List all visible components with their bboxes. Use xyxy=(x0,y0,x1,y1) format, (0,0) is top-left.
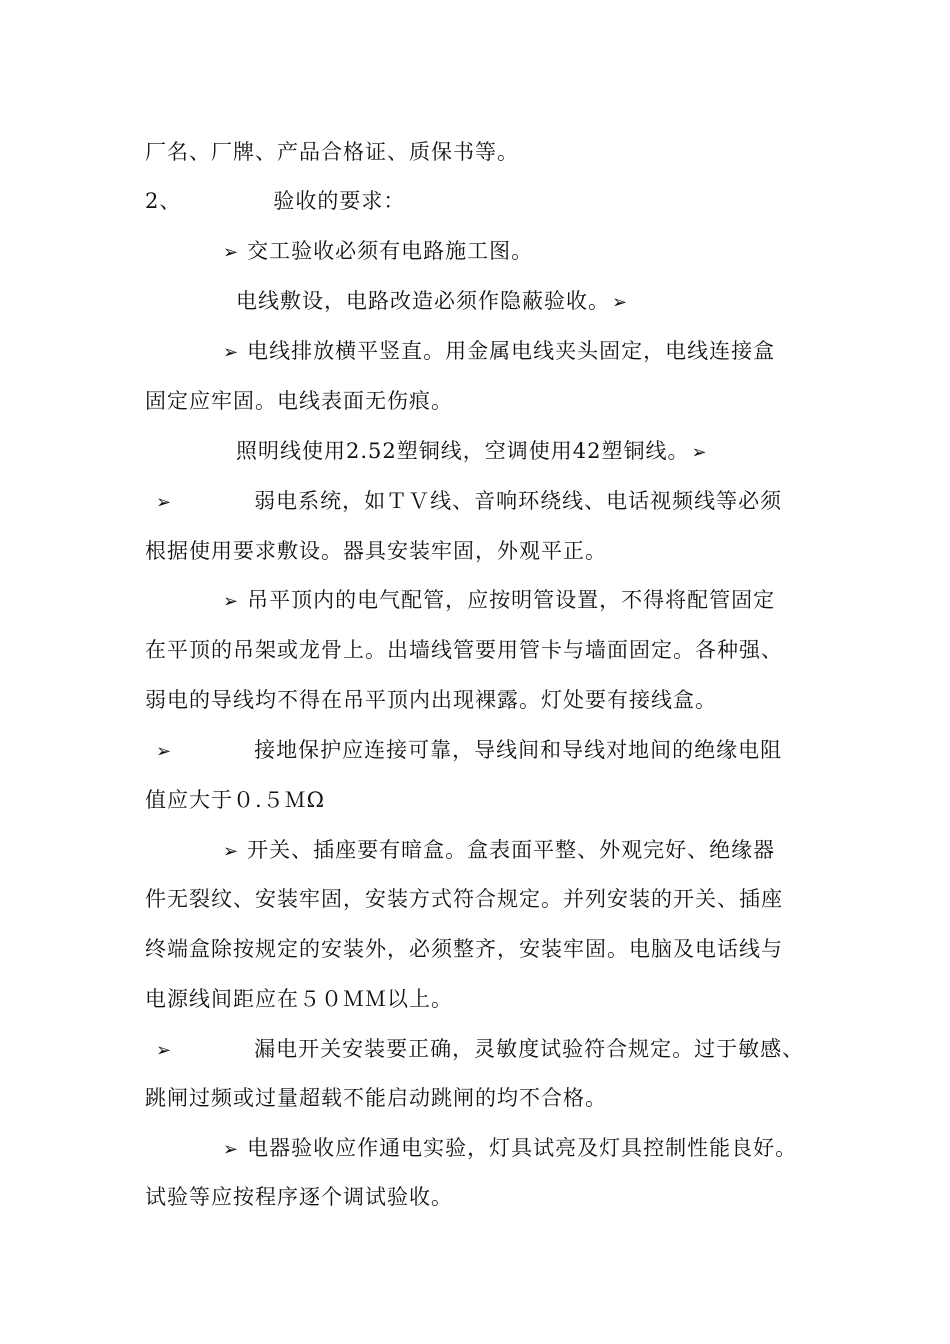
line-text: 漏电开关安装要正确，灵敏度试验符合规定。过于敏感、 xyxy=(254,1037,805,1061)
paragraph-line xyxy=(145,934,783,964)
line-text: 电线敷设，电路改造必须作隐蔽验收。 xyxy=(236,289,610,313)
line-text: 电线排放横平竖直。用金属电线夹头固定，电线连接盒 xyxy=(247,339,776,363)
arrow-bullet-icon: ➢ xyxy=(156,741,173,762)
line-text: 交工验收必须有电路施工图。 xyxy=(247,239,534,263)
bullet-item xyxy=(156,1034,804,1066)
paragraph-line xyxy=(145,386,453,416)
line-text: 照明线使用2.52塑铜线，空调使用42塑铜线。 xyxy=(236,439,690,463)
paragraph-line xyxy=(145,1083,607,1113)
paragraph-line xyxy=(145,137,519,167)
arrow-bullet-icon: ➢ xyxy=(156,492,173,513)
line-text: 根据使用要求敷设。器具安装牢固，外观平正。 xyxy=(145,539,607,563)
line-text: 跳闸过频或过量超载不能启动跳闸的均不合格。 xyxy=(145,1086,607,1110)
arrow-bullet-icon: ➢ xyxy=(223,1139,240,1160)
bullet-item xyxy=(223,585,775,617)
line-text: 开关、插座要有暗盒。盒表面平整、外观完好、绝缘器 xyxy=(247,838,776,862)
bullet-item xyxy=(236,286,628,318)
line-text: 终端盒除按规定的安装外，必须整齐，安装牢固。电脑及电话线与 xyxy=(145,937,783,961)
line-text: 件无裂纹、安装牢固，安装方式符合规定。并列安装的开关、插座 xyxy=(145,887,783,911)
bullet-item xyxy=(156,735,782,767)
bullet-item xyxy=(223,835,775,867)
line-text: 接地保护应连接可靠，导线间和导线对地间的绝缘电阻 xyxy=(254,738,783,762)
paragraph-line xyxy=(145,884,783,914)
bullet-item xyxy=(236,436,708,468)
bullet-item xyxy=(223,336,775,368)
arrow-bullet-icon: ➢ xyxy=(612,292,629,313)
line-text: 值应大于０.５ＭΩ xyxy=(145,788,326,812)
paragraph-line xyxy=(145,1182,453,1212)
line-text: 电器验收应作通电实验，灯具试亮及灯具控制性能良好。 xyxy=(247,1136,798,1160)
paragraph-line xyxy=(145,685,717,715)
section-title: 验收的要求： xyxy=(273,189,406,213)
bullet-item xyxy=(223,236,533,268)
arrow-bullet-icon: ➢ xyxy=(691,442,708,463)
line-text: 厂名、厂牌、产品合格证、质保书等。 xyxy=(145,140,519,164)
arrow-bullet-icon: ➢ xyxy=(223,841,240,862)
arrow-bullet-icon: ➢ xyxy=(223,591,240,612)
bullet-item xyxy=(223,1133,797,1165)
line-text: 吊平顶内的电气配管，应按明管设置，不得将配管固定 xyxy=(247,588,776,612)
bullet-item xyxy=(156,486,782,518)
line-text: 试验等应按程序逐个调试验收。 xyxy=(145,1185,453,1209)
paragraph-line xyxy=(145,785,325,815)
paragraph-line xyxy=(145,635,783,665)
paragraph-line xyxy=(145,984,453,1014)
paragraph-line xyxy=(145,536,607,566)
section-number: 2、 xyxy=(145,189,182,213)
line-text: 弱电系统，如ＴＶ线、音响环绕线、电话视频线等必须 xyxy=(254,489,783,513)
line-text: 弱电的导线均不得在吊平顶内出现裸露。灯处要有接线盒。 xyxy=(145,688,717,712)
arrow-bullet-icon: ➢ xyxy=(223,242,240,263)
arrow-bullet-icon: ➢ xyxy=(156,1040,173,1061)
line-text: 在平顶的吊架或龙骨上。出墙线管要用管卡与墙面固定。各种强、 xyxy=(145,638,783,662)
line-text: 固定应牢固。电线表面无伤痕。 xyxy=(145,389,453,413)
line-text: 电源线间距应在５０ＭＭ以上。 xyxy=(145,987,453,1011)
section-heading xyxy=(145,186,405,216)
arrow-bullet-icon: ➢ xyxy=(223,342,240,363)
